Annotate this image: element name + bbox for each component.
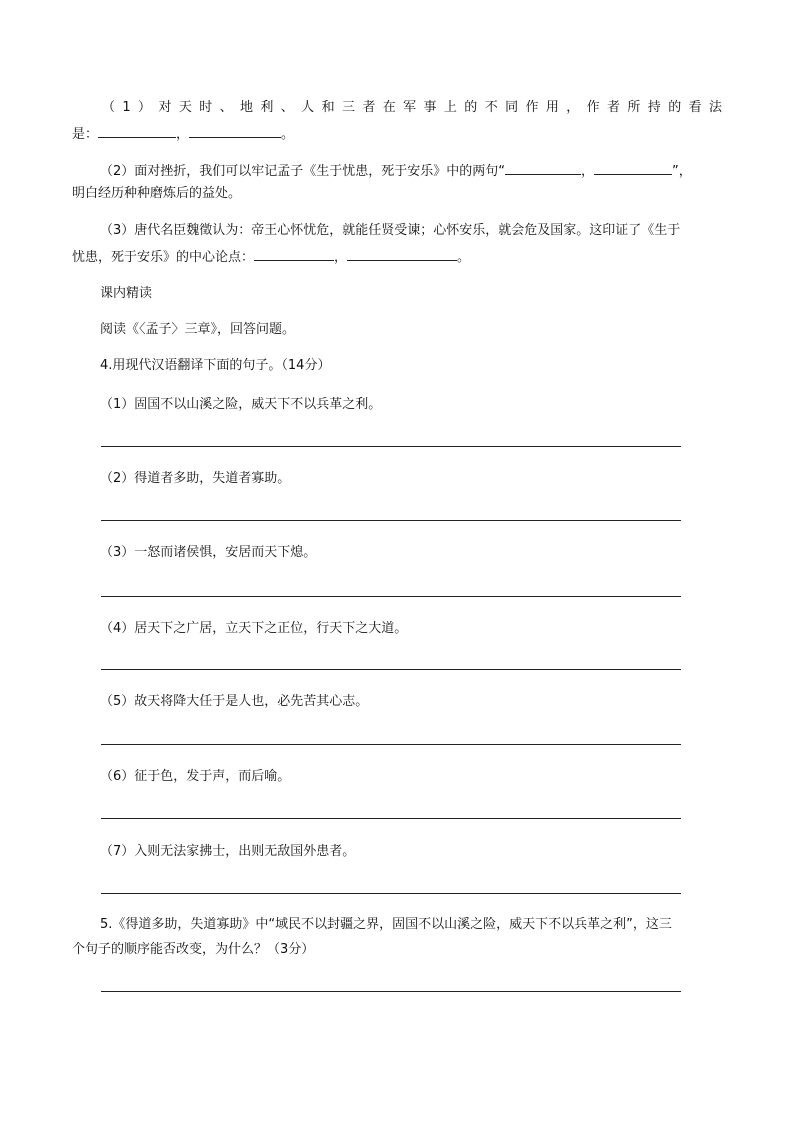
answer-line[interactable] [101,520,681,521]
answer-line[interactable] [101,446,681,447]
q3-2-text: （2）面对挫折，我们可以牢记孟子《生于忧患，死于安乐》中的两句“ [100,164,506,179]
q4-item: （7）入则无法家拂士，出则无敌国外患者。 [100,844,356,859]
q3-1-prefix: 是： [72,127,99,142]
q3-1-char: 在 [382,100,396,115]
q4-item: （6）征于色，发于声，而后喻。 [100,769,291,784]
q3-1-char: 者 [362,100,376,115]
q3-1-char: 用 [545,100,559,115]
q3-1-char: 和 [321,100,335,115]
q3-1-char: 1 [122,100,131,115]
reading-instruction: 阅读《〈孟子〉三章》，回答问题。 [100,322,296,337]
q3-1-char: 、 [280,100,294,115]
answer-blank[interactable] [594,160,672,175]
q3-1-line2 [72,123,294,145]
q3-1-char: 同 [505,100,519,115]
q3-1-char: 持 [647,100,661,115]
q3-1-char: 利 [260,100,274,115]
q5-line1: 5.《得道多助，失道寡助》中“域民不以封疆之界，固国不以山溪之险，威天下不以兵革之利”，这三 [100,917,672,932]
q3-2-line2 [72,184,241,204]
answer-line[interactable] [101,744,681,745]
period: 。 [281,127,295,142]
q3-1-char: ） [138,100,152,115]
closing-quote: ”， [672,164,692,179]
q3-2-line1 [100,160,692,182]
q3-1-char: 事 [423,100,437,115]
q3-1-char: 、 [219,100,233,115]
q4-item: （5）故天将降大任于是人也，必先苦其心志。 [100,694,369,709]
q3-1-char: 军 [403,100,417,115]
q3-1-char: 法 [708,100,722,115]
answer-line[interactable] [101,818,681,819]
q3-1-char: 地 [240,100,254,115]
q3-1-char: 三 [341,100,355,115]
answer-line[interactable] [101,991,681,992]
answer-line[interactable] [101,893,681,894]
q3-1-char: 所 [627,100,641,115]
q3-1-char: 的 [464,100,478,115]
answer-line[interactable] [101,596,681,597]
q4-item: （3）一怒而诸侯惧，安居而天下熄。 [100,545,317,560]
q3-1-char: 不 [484,100,498,115]
q3-1-char: 看 [688,100,702,115]
q3-1-char: 对 [158,100,172,115]
q3-1-line1 [102,98,722,118]
q3-3-text-2: 忧患，死于安乐》的中心论点： [72,250,255,265]
q3-1-char: 上 [443,100,457,115]
q5-line2: 个句子的顺序能否改变，为什么？（3分） [72,942,315,957]
q3-1-char: （ [102,100,116,115]
comma: ， [334,250,348,265]
q3-1-char: 时 [199,100,213,115]
q4-item: （2）得道者多助，失道者寡助。 [100,471,291,486]
period: 。 [457,250,471,265]
q3-1-char: 作 [525,100,539,115]
q3-3-text: （3）唐代名臣魏徵认为：帝王心怀忧危，就能任贤受谏；心怀安乐，就会危及国家。这印证了《生于 [100,223,681,238]
answer-line[interactable] [101,669,681,670]
q4-title: 4.用现代汉语翻译下面的句子。（14分） [100,358,331,373]
q3-1-char: 者 [607,100,621,115]
section-title: 课内精读 [100,286,153,301]
answer-blank[interactable] [505,160,581,175]
comma: ， [581,164,595,179]
q3-1-char: 作 [586,100,600,115]
answer-blank[interactable] [98,123,176,138]
q3-1-char: 天 [178,100,192,115]
comma: ， [176,127,190,142]
q3-3-line2 [72,246,470,268]
q3-1-char: 的 [668,100,682,115]
q4-item: （1）固国不以山溪之险，威天下不以兵革之利。 [100,397,382,412]
q3-1-char: 人 [301,100,315,115]
q3-2-text-2: 明白经历种种磨炼后的益处。 [72,186,242,201]
q3-1-char: ， [566,100,580,115]
answer-blank[interactable] [254,246,334,261]
q3-3-line1 [100,221,680,241]
answer-blank[interactable] [347,246,457,261]
answer-blank[interactable] [189,123,281,138]
q4-item: （4）居天下之广居，立天下之正位，行天下之大道。 [100,621,408,636]
